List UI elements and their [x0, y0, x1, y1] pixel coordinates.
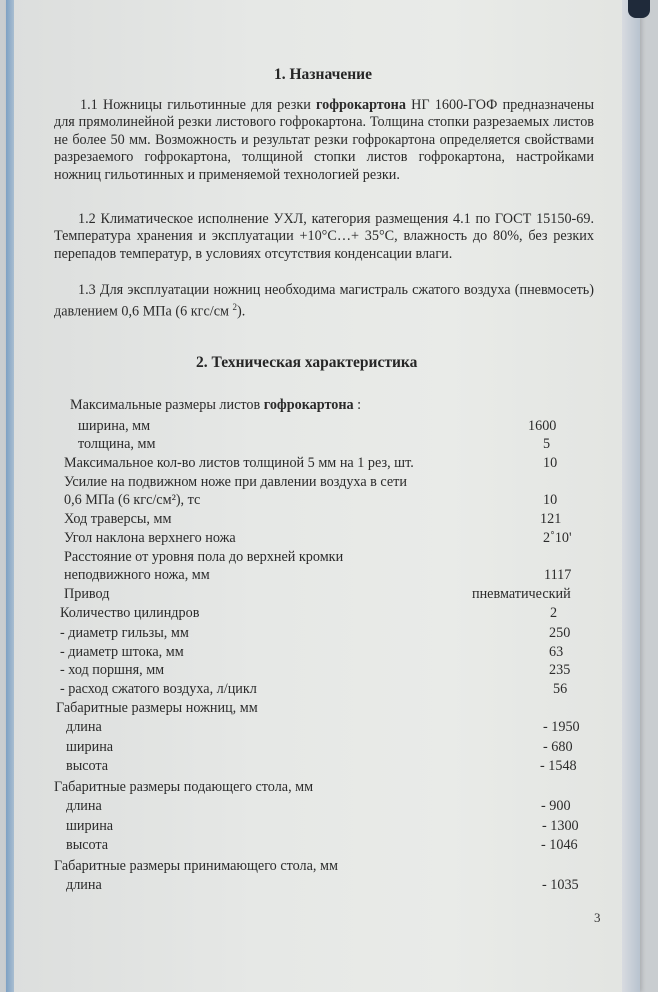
- spec-label: ширина: [66, 739, 114, 755]
- spec-value: 250: [549, 625, 571, 641]
- intro-bold: гофрокартона: [263, 397, 354, 413]
- spec-label: Количество цилиндров: [60, 605, 200, 621]
- spec-value: - 1548: [540, 758, 577, 774]
- spec-value: - 1950: [543, 719, 580, 735]
- spec-label: толщина, мм: [78, 436, 156, 452]
- spec-label: Угол наклона верхнего ножа: [64, 530, 236, 546]
- p1-prefix: 1.1 Ножницы гильотинные для резки: [80, 97, 317, 113]
- spec-label: Привод: [64, 586, 110, 602]
- spec-intro: [70, 397, 361, 414]
- page-right-edge: [622, 0, 640, 992]
- spec-label: Габаритные размеры принимающего стола, мм: [54, 858, 338, 874]
- spec-label: ширина: [66, 818, 114, 834]
- paragraph-1-3: [54, 282, 594, 322]
- spec-value: 2˚10': [543, 530, 572, 546]
- spec-value: - 1035: [542, 877, 579, 893]
- spec-value: - 1046: [541, 837, 578, 853]
- p3-end: ).: [237, 304, 246, 321]
- paragraph-1-1: [54, 97, 594, 184]
- spec-value: - 680: [543, 739, 573, 755]
- spec-value: 63: [549, 644, 564, 660]
- p1-bold: гофрокартона: [316, 97, 406, 113]
- p3-sup: 2: [232, 302, 238, 313]
- spec-label: Габаритные размеры ножниц, мм: [56, 700, 258, 716]
- spec-label: длина: [66, 719, 102, 735]
- intro-prefix: Максимальные размеры листов: [70, 397, 264, 413]
- spec-label: - диаметр гильзы, мм: [60, 625, 189, 641]
- spec-label: ширина, мм: [78, 418, 151, 434]
- spec-value: 10: [543, 455, 558, 471]
- spec-value: 1600: [528, 418, 557, 434]
- p1-rest: НГ 1600-ГОФ предназначены для прямолинейной резки листового гофрокартона. Толщина стопки разрезаемых листов не более 50 мм. Возможность и результат резки гофрокартона определяется свойствами разрезаемого гофрокартона, толщиной стопки листов гофрокартона, настройками ножниц гильотинных и применяемой технологией резки.: [54, 97, 594, 183]
- spec-value: 5: [543, 436, 551, 452]
- spec-label: длина: [66, 798, 102, 814]
- spec-label: - ход поршня, мм: [60, 662, 165, 678]
- spec-value: 10: [543, 492, 558, 508]
- spec-value: - 900: [541, 798, 571, 814]
- section1-title: 1. Назначение: [274, 66, 372, 83]
- p3-text: 1.3 Для эксплуатации ножниц необходима магистраль сжатого воздуха (пневмосеть) давлением 0,6 МПа (6 кгс/см: [54, 282, 594, 321]
- spec-label: 0,6 МПа (6 кгс/см²), тс: [64, 492, 201, 508]
- spec-value: 121: [540, 511, 562, 527]
- intro-suffix: :: [353, 397, 362, 413]
- spec-value: 56: [553, 681, 568, 697]
- spec-label: неподвижного ножа, мм: [64, 567, 210, 583]
- binder-clip: [628, 0, 650, 18]
- spec-value: 235: [549, 662, 571, 678]
- spec-label: высота: [66, 837, 109, 853]
- spec-label: Усилие на подвижном ноже при давлении воздуха в сети: [64, 474, 407, 490]
- spec-value: 2: [550, 605, 558, 621]
- spec-label: Габаритные размеры подающего стола, мм: [54, 779, 314, 795]
- spec-value: пневматический: [472, 586, 571, 602]
- spec-label: Расстояние от уровня пола до верхней кромки: [64, 549, 344, 565]
- spec-label: Ход траверсы, мм: [64, 511, 172, 527]
- spec-label: - расход сжатого воздуха, л/цикл: [60, 681, 257, 697]
- page-number: 3: [594, 910, 601, 925]
- spec-label: высота: [66, 758, 109, 774]
- section2-title: 2. Техническая характеристика: [196, 354, 418, 371]
- spec-label: длина: [66, 877, 102, 893]
- spec-value: 1117: [544, 567, 572, 583]
- spec-label: - диаметр штока, мм: [60, 644, 184, 660]
- spec-label: Максимальное кол-во листов толщиной 5 мм на 1 рез, шт.: [64, 455, 414, 471]
- page-left-edge: [6, 0, 14, 992]
- spec-value: - 1300: [542, 818, 579, 834]
- paragraph-1-2: 1.2 Климатическое исполнение УХЛ, категория размещения 4.1 по ГОСТ 15150-69. Температура хранения и эксплуатации +10°С…+ 35°С, влажность до 80%, без резких перепадов температур, в условиях отсутствия конденсации влаги.: [54, 211, 594, 262]
